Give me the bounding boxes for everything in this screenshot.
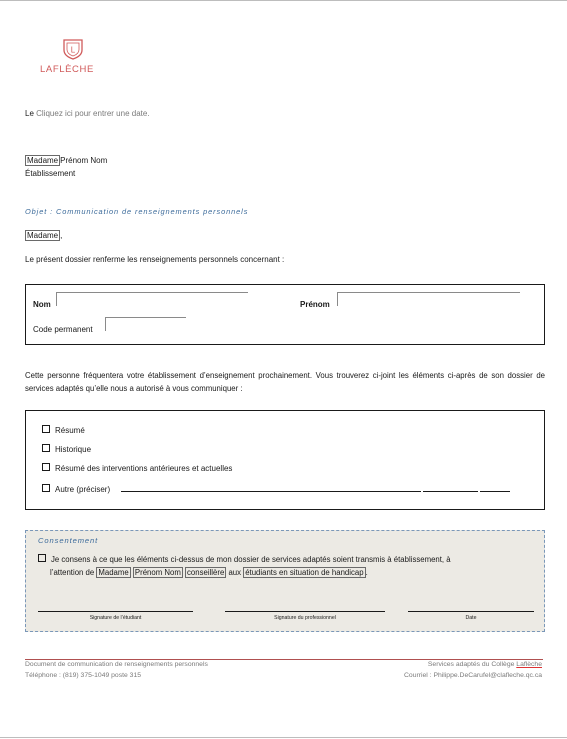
consent-title-field[interactable]: Madame — [98, 568, 129, 577]
checkbox-icon[interactable] — [42, 484, 50, 492]
nom-field[interactable] — [56, 292, 248, 293]
checkbox-label: Résumé — [55, 426, 85, 435]
consent-line-1: Je consens à ce que les éléments ci-dessus de mon dossier de services adaptés soient transmis à établissement, à — [51, 555, 451, 564]
date-picker-field[interactable]: Cliquez ici pour entrer une date. — [36, 109, 150, 118]
shield-logo-icon — [62, 38, 84, 60]
body-paragraph: Cette personne fréquentera votre établissement d’enseignement prochainement. Vous trouverez ci-joint les éléments ci-après de son dossier de services adaptés qu’elle nous a autorisé à vous communiquer : — [25, 371, 545, 393]
autre-field[interactable] — [121, 491, 421, 492]
autre-field-ext[interactable] — [423, 491, 478, 492]
prenom-label: Prénom — [300, 300, 330, 309]
code-permanent-field[interactable] — [105, 317, 186, 318]
student-signature-label: Signature de l’étudiant — [89, 615, 142, 621]
consent-end: . — [365, 568, 368, 577]
footer-email: Courriel : Philippe.DeCarufel@clafleche.qc.ca — [404, 672, 542, 679]
date-prefix: Le — [25, 109, 34, 118]
student-signature-line[interactable] — [38, 611, 193, 612]
svg-text:L: L — [70, 45, 76, 55]
footer-service-label: Services adaptés du Collège — [427, 661, 515, 668]
consent-role-field[interactable]: conseillère — [187, 568, 225, 577]
salutation-title-field[interactable]: Madame — [27, 231, 59, 240]
college-logo — [38, 38, 110, 76]
nom-label: Nom — [33, 300, 51, 309]
recipient-title-field[interactable]: Madame — [27, 156, 59, 165]
intro-text: Le présent dossier renferme les renseignements personnels concernant : — [25, 255, 285, 264]
nom-field-edge — [56, 292, 57, 306]
date-line — [25, 109, 150, 118]
page-bottom-border — [0, 737, 567, 738]
footer-service — [428, 661, 542, 668]
footer-rule — [25, 659, 543, 660]
code-permanent-label: Code permanent — [33, 325, 93, 334]
footer-phone: Téléphone : (819) 375-1049 poste 315 — [25, 672, 142, 679]
checkbox-item-interventions[interactable] — [42, 463, 232, 473]
subject-line: Objet : Communication de renseignements personnels — [25, 207, 249, 216]
page-top-border — [0, 0, 567, 1]
salutation-punct: , — [60, 231, 63, 240]
professional-signature-label: Signature du professionnel — [274, 615, 336, 621]
consent-box — [25, 530, 545, 632]
consent-students-field[interactable]: étudiants en situation de handicap — [245, 568, 364, 577]
consent-name-field[interactable]: Prénom Nom — [134, 568, 181, 577]
date-signature-label: Date — [465, 615, 477, 621]
student-info-frame — [25, 284, 545, 345]
documents-frame — [25, 410, 545, 510]
prenom-field[interactable] — [337, 292, 520, 293]
recipient-name[interactable]: Prénom Nom — [60, 156, 108, 165]
checkbox-icon[interactable] — [42, 463, 50, 471]
consent-checkbox[interactable] — [38, 554, 46, 562]
consent-title: Consentement — [38, 536, 99, 545]
checkbox-label: Résumé des interventions antérieures et actuelles — [55, 464, 233, 473]
recipient-line — [25, 156, 107, 165]
prenom-field-edge — [337, 292, 338, 306]
code-field-edge — [105, 317, 106, 331]
recipient-establishment[interactable]: Établissement — [25, 169, 76, 178]
footer-college-name: Laflèche — [516, 661, 542, 668]
logo-wordmark: LAFLÈCHE — [40, 64, 94, 75]
date-signature-line[interactable] — [408, 611, 534, 612]
checkbox-label: Historique — [55, 445, 92, 454]
checkbox-label: Autre (préciser) — [55, 485, 111, 494]
consent-aux: aux — [228, 568, 242, 577]
checkbox-item-autre[interactable] — [42, 484, 110, 494]
footer-document-title: Document de communication de renseignements personnels — [25, 661, 208, 668]
checkbox-icon[interactable] — [42, 444, 50, 452]
consent-text — [38, 553, 538, 579]
checkbox-icon[interactable] — [42, 425, 50, 433]
checkbox-item-resume[interactable] — [42, 425, 85, 435]
checkbox-item-historique[interactable] — [42, 444, 91, 454]
consent-attention: l’attention de — [50, 568, 95, 577]
autre-field-ext2[interactable] — [480, 491, 510, 492]
salutation — [25, 231, 62, 240]
professional-signature-line[interactable] — [225, 611, 385, 612]
